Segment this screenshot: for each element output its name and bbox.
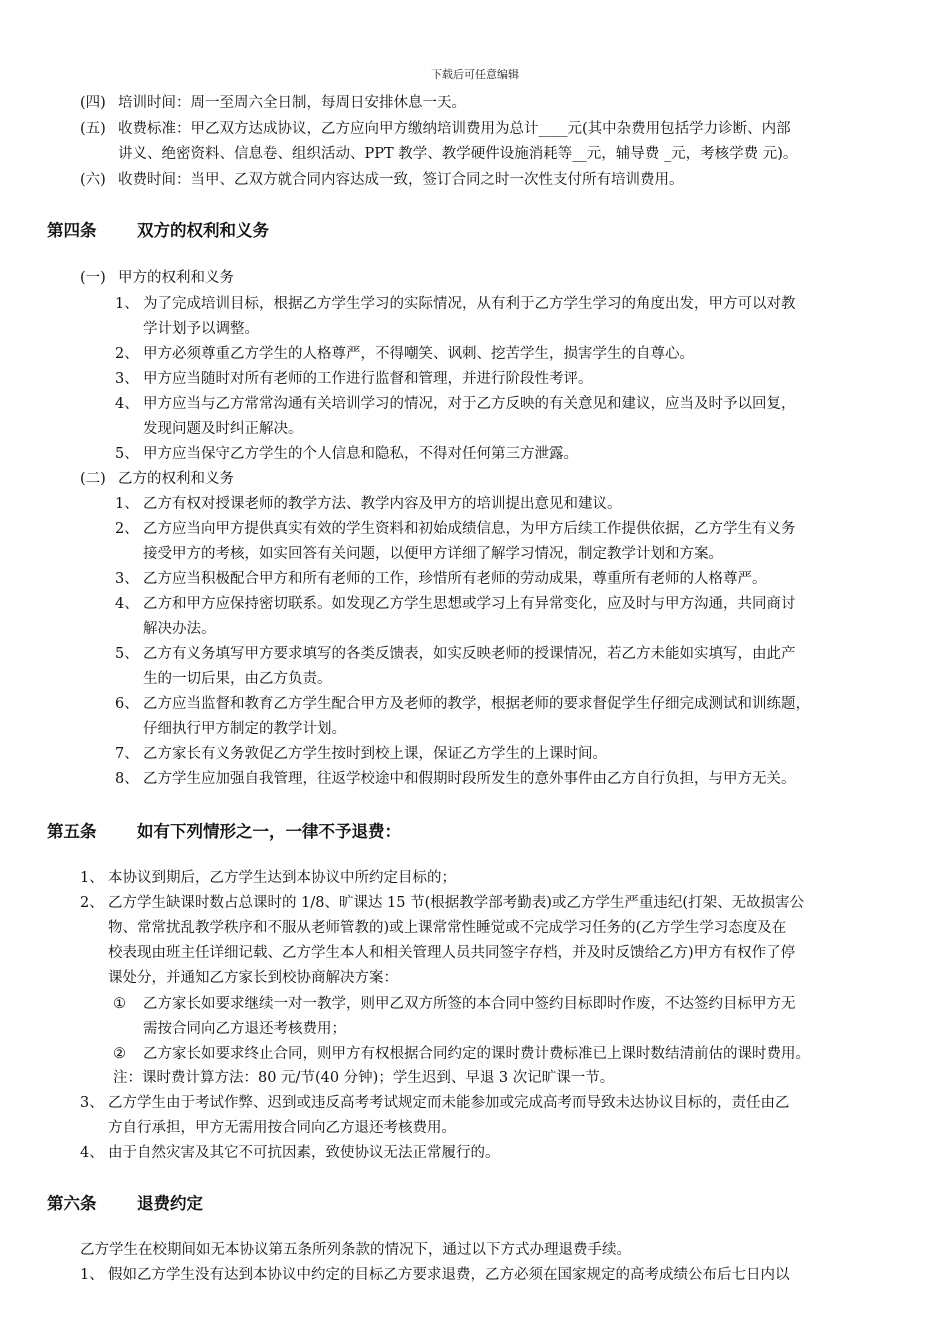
item-marker: 4、: [115, 596, 139, 612]
article-number: 第五条: [47, 822, 97, 841]
list-item: [115, 492, 622, 516]
list-item: [80, 1141, 500, 1165]
item-text: 乙方应当积极配合甲方和所有老师的工作，珍惜所有老师的劳动成果，尊重所有老师的人格尊严。: [143, 571, 767, 587]
item-text-continued: 接受甲方的考核，如实回答有关问题，以便甲方详细了解学习情况，制定教学计划和方案。: [143, 546, 723, 562]
item-text: 本协议到期后，乙方学生达到本协议中所约定目标的；: [108, 870, 456, 886]
article-4-heading: [47, 217, 269, 241]
list-item: [115, 567, 767, 591]
item-text: 乙方有义务填写甲方要求填写的各类反馈表，如实反映老师的授课情况，若乙方未能如实填写，由此产: [143, 646, 796, 662]
list-item: [80, 91, 466, 115]
item-text: 乙方有权对授课老师的教学方法、教学内容及甲方的培训提出意见和建议。: [143, 496, 622, 512]
item-marker: 4、: [115, 396, 139, 412]
sub-list-item: [113, 992, 796, 1016]
article-number: 第六条: [47, 1194, 97, 1213]
item-marker: (四): [80, 95, 106, 111]
item-marker: (二): [80, 471, 106, 487]
article-title: 双方的权利和义务: [137, 221, 269, 240]
item-text-continued: 方自行承担，甲方无需用按合同向乙方退还考核费用。: [108, 1120, 456, 1136]
item-text-continued: 需按合同向乙方退还考核费用；: [143, 1021, 346, 1037]
item-marker: 2、: [115, 346, 139, 362]
item-text: 乙方学生由于考试作弊、迟到或违反高考考试规定而未能参加或完成高考而导致未达协议目标的，责任由乙: [108, 1095, 790, 1111]
item-marker: 5、: [115, 446, 139, 462]
item-text-continued: 课处分，并通知乙方家长到校协商解决方案：: [108, 970, 398, 986]
item-text-continued: 发现问题及时纠正解决。: [143, 421, 303, 437]
list-item: [115, 692, 810, 716]
item-text: 甲方应当保守乙方学生的个人信息和隐私，不得对任何第三方泄露。: [143, 446, 578, 462]
item-marker: 5、: [115, 646, 139, 662]
list-item: [80, 117, 791, 141]
item-text-continued: 解决办法。: [143, 621, 216, 637]
sub-heading-party-a: [80, 266, 234, 290]
item-marker: (一): [80, 270, 106, 286]
item-marker: 2、: [80, 895, 104, 911]
item-text: 乙方应当向甲方提供真实有效的学生资料和初始成绩信息，为甲方后续工作提供依据，乙方学生有义务: [143, 521, 796, 537]
item-text-continued: 仔细执行甲方制定的教学计划。: [143, 721, 346, 737]
list-item: [115, 442, 578, 466]
item-text: 甲方应当与乙方常常沟通有关培训学习的情况，对于乙方反映的有关意见和建议，应当及时予以回复，: [143, 396, 796, 412]
item-marker: 2、: [115, 521, 139, 537]
list-item: [80, 866, 456, 890]
item-text: 乙方和甲方应保持密切联系。如发现乙方学生思想或学习上有异常变化，应及时与甲方沟通，共同商讨: [143, 596, 796, 612]
item-text-continued: 物、常常扰乱教学秩序和不服从老师管教的)或上课常常性睡觉或不完成学习任务的(乙方学生学习态度及在: [108, 920, 787, 936]
list-item: [115, 292, 796, 316]
item-text-continued: 学计划予以调整。: [143, 321, 259, 337]
item-text: 乙方学生应加强自我管理，往返学校途中和假期时段所发生的意外事件由乙方自行负担，与甲方无关。: [143, 771, 796, 787]
list-item: [80, 891, 804, 915]
item-marker: 1、: [115, 296, 139, 312]
article-6-heading: [47, 1190, 203, 1214]
list-item: [115, 392, 796, 416]
item-marker: 6、: [115, 696, 139, 712]
item-text: 乙方应当监督和教育乙方学生配合甲方及老师的教学，根据老师的要求督促学生仔细完成测试和训练题，: [143, 696, 810, 712]
item-marker: 1、: [115, 496, 139, 512]
article-number: 第四条: [47, 221, 97, 240]
item-marker: 8、: [115, 771, 139, 787]
item-text: 为了完成培训目标，根据乙方学生学习的实际情况，从有利于乙方学生学习的角度出发，甲方可以对教: [143, 296, 796, 312]
article-title: 如有下列情形之一，一律不予退费：: [137, 822, 401, 841]
list-item: [115, 742, 607, 766]
item-text-continued: 讲义、绝密资料、信息卷、组织活动、PPT 教学、教学硬件设施消耗等__元，辅导费 _元，考核学费 元)。: [118, 146, 798, 162]
item-text: 乙方家长如要求终止合同，则甲方有权根据合同约定的课时费计费标准已上课时数结清前估的课时费用。: [143, 1046, 810, 1062]
item-marker: ②: [113, 1046, 126, 1062]
item-marker: 1、: [80, 870, 104, 886]
list-item: [115, 642, 796, 666]
list-item: [80, 1091, 790, 1115]
list-item: [80, 1263, 790, 1287]
paragraph: 乙方学生在校期间如无本协议第五条所列条款的情况下，通过以下方式办理退费手续。: [80, 1242, 631, 1258]
item-text-continued: 生的一切后果，由乙方负责。: [143, 671, 332, 687]
sub-heading-text: 乙方的权利和义务: [118, 471, 234, 487]
sub-list-item: [113, 1042, 810, 1066]
item-text: 收费标准：甲乙双方达成协议，乙方应向甲方缴纳培训费用为总计____元(其中杂费用包括学力诊断、内部: [118, 121, 791, 137]
note: 注：课时费计算方法：80 元/节(40 分钟)；学生迟到、早退 3 次记旷课一节。: [113, 1070, 615, 1086]
list-item: [115, 367, 593, 391]
item-text: 乙方家长有义务敦促乙方学生按时到校上课，保证乙方学生的上课时间。: [143, 746, 607, 762]
item-marker: 3、: [80, 1095, 104, 1111]
item-text: 培训时间：周一至周六全日制，每周日安排休息一天。: [118, 95, 466, 111]
list-item: [115, 342, 694, 366]
item-marker: 3、: [115, 371, 139, 387]
item-marker: 4、: [80, 1145, 104, 1161]
sub-heading-text: 甲方的权利和义务: [118, 270, 234, 286]
list-item: [115, 767, 796, 791]
sub-heading-party-b: [80, 467, 234, 491]
item-text: 由于自然灾害及其它不可抗因素，致使协议无法正常履行的。: [108, 1145, 500, 1161]
item-marker: (五): [80, 121, 106, 137]
article-5-heading: [47, 818, 401, 842]
item-text-continued: 校表现由班主任详细记载、乙方学生本人和相关管理人员共同签字存档，并及时反馈给乙方)甲方有权作了停: [108, 945, 796, 961]
item-text: 甲方必须尊重乙方学生的人格尊严，不得嘲笑、讽刺、挖苦学生，损害学生的自尊心。: [143, 346, 694, 362]
list-item: [115, 517, 796, 541]
item-marker: 1、: [80, 1267, 104, 1283]
item-text: 甲方应当随时对所有老师的工作进行监督和管理，并进行阶段性考评。: [143, 371, 593, 387]
page-header: 下载后可任意编辑: [431, 68, 519, 81]
list-item: [80, 168, 684, 192]
item-marker: ①: [113, 996, 126, 1012]
item-text: 乙方学生缺课时数占总课时的 1/8、旷课达 15 节(根据教学部考勤表)或乙方学生严重违纪(打架、无故损害公: [108, 895, 805, 911]
item-text: 假如乙方学生没有达到本协议中约定的目标乙方要求退费，乙方必须在国家规定的高考成绩公布后七日内以: [108, 1267, 790, 1283]
item-text: 收费时间：当甲、乙双方就合同内容达成一致，签订合同之时一次性支付所有培训费用。: [118, 172, 684, 188]
list-item: [115, 592, 796, 616]
article-title: 退费约定: [137, 1194, 203, 1213]
item-text: 乙方家长如要求继续一对一教学，则甲乙双方所签的本合同中签约目标即时作废，不达签约目标甲方无: [143, 996, 796, 1012]
item-marker: 3、: [115, 571, 139, 587]
item-marker: 7、: [115, 746, 139, 762]
item-marker: (六): [80, 172, 106, 188]
